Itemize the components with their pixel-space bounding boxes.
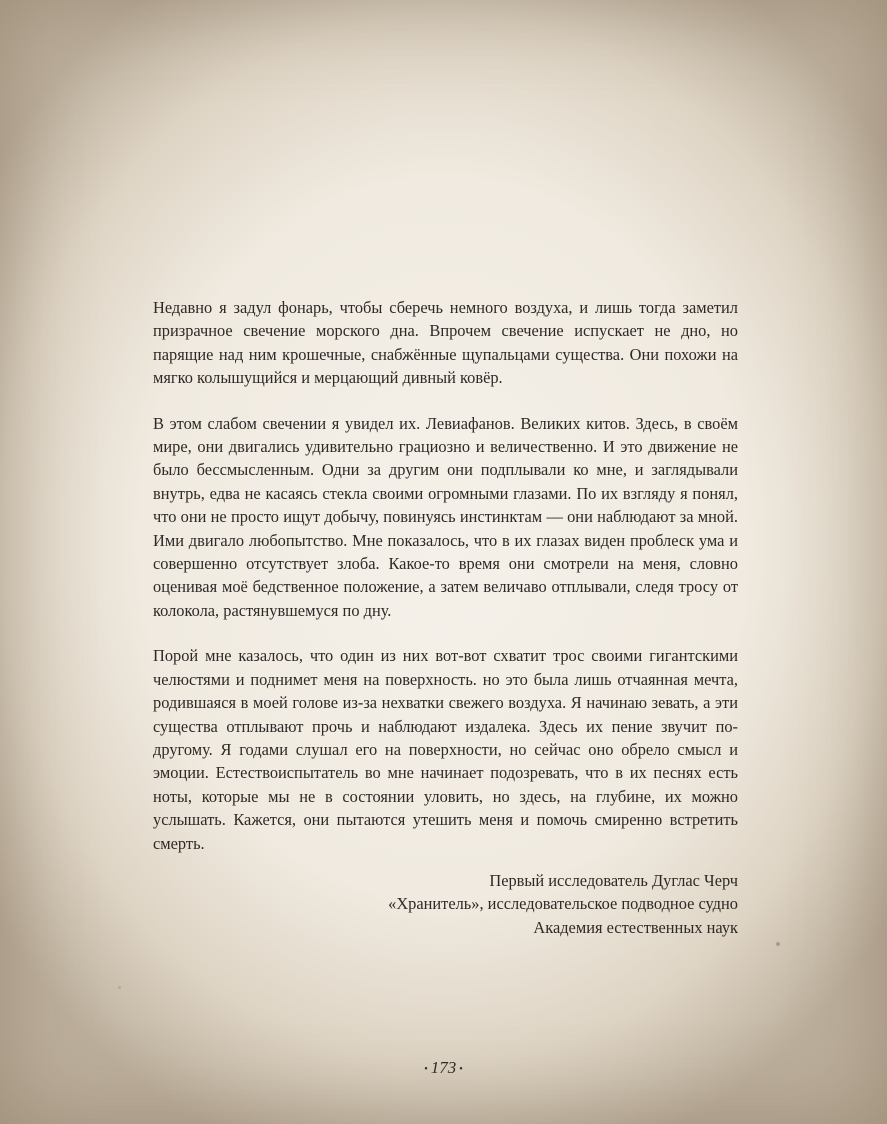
signature-author: Первый исследователь Дуглас Черч: [489, 870, 738, 890]
paper-speck: [776, 942, 780, 946]
page-number-left-ornament: •: [424, 1063, 428, 1075]
page-number-right-ornament: •: [459, 1063, 463, 1075]
main-text: [153, 296, 738, 939]
signature-block: [153, 869, 738, 939]
signature-vessel: «Хранитель», исследовательское подводное судно: [388, 894, 738, 914]
paragraph-3: Порой мне казалось, что один из них вот-вот схватит трос своими гигантскими челюстями и поднимет меня на поверхность. но это была лишь отчаянная мечта, родившаяся в моей голове из-за нехватки свежего воздуха. Я начинаю зевать, а эти существа отплывают прочь и наблюдают издалека. Здесь их пение звучит по-другому. Я годами слушал его на поверхности, но сейчас оно обрело смысл и эмоции. Естествоиспытатель во мне начинает подозревать, что в их песнях есть ноты, которые мы не в состоянии уловить, но здесь, на глубине, их можно услышать. Кажется, они пытаются утешить меня и помочь смиренно встретить смерть.: [153, 646, 738, 853]
page-number: [0, 1058, 887, 1078]
page-number-value: 173: [430, 1058, 457, 1077]
paragraph-2: В этом слабом свечении я увидел их. Левиафанов. Великих китов. Здесь, в своём мире, они двигались удивительно грациозно и величественно. И это движение не было бессмысленным. Одни за другим они подплывали ко мне, и заглядывали внутрь, едва не касаясь стекла своими огромными глазами. По их взгляду я понял, что они не просто ищут добычу, повинуясь инстинктам — они наблюдают за мной. Ими двигало любопытство. Мне показалось, что в их глазах виден проблеск ума и совершенно отсутствует злоба. Какое-то время они смотрели на меня, словно оценивая моё бедственное положение, а затем величаво отплывали, следя тросу от колокола, растянувшемуся по дну.: [153, 413, 738, 620]
paragraph-1: Недавно я задул фонарь, чтобы сберечь немного воздуха, и лишь тогда заметил призрачное свечение морского дна. Впрочем свечение испускает не дно, но парящие над ним крошечные, снабжённые щупальцами существа. Они похожи на мягко колышущийся и мерцающий дивный ковёр.: [153, 298, 738, 388]
signature-institution: Академия естественных наук: [533, 917, 738, 937]
paper-speck: [118, 986, 121, 989]
